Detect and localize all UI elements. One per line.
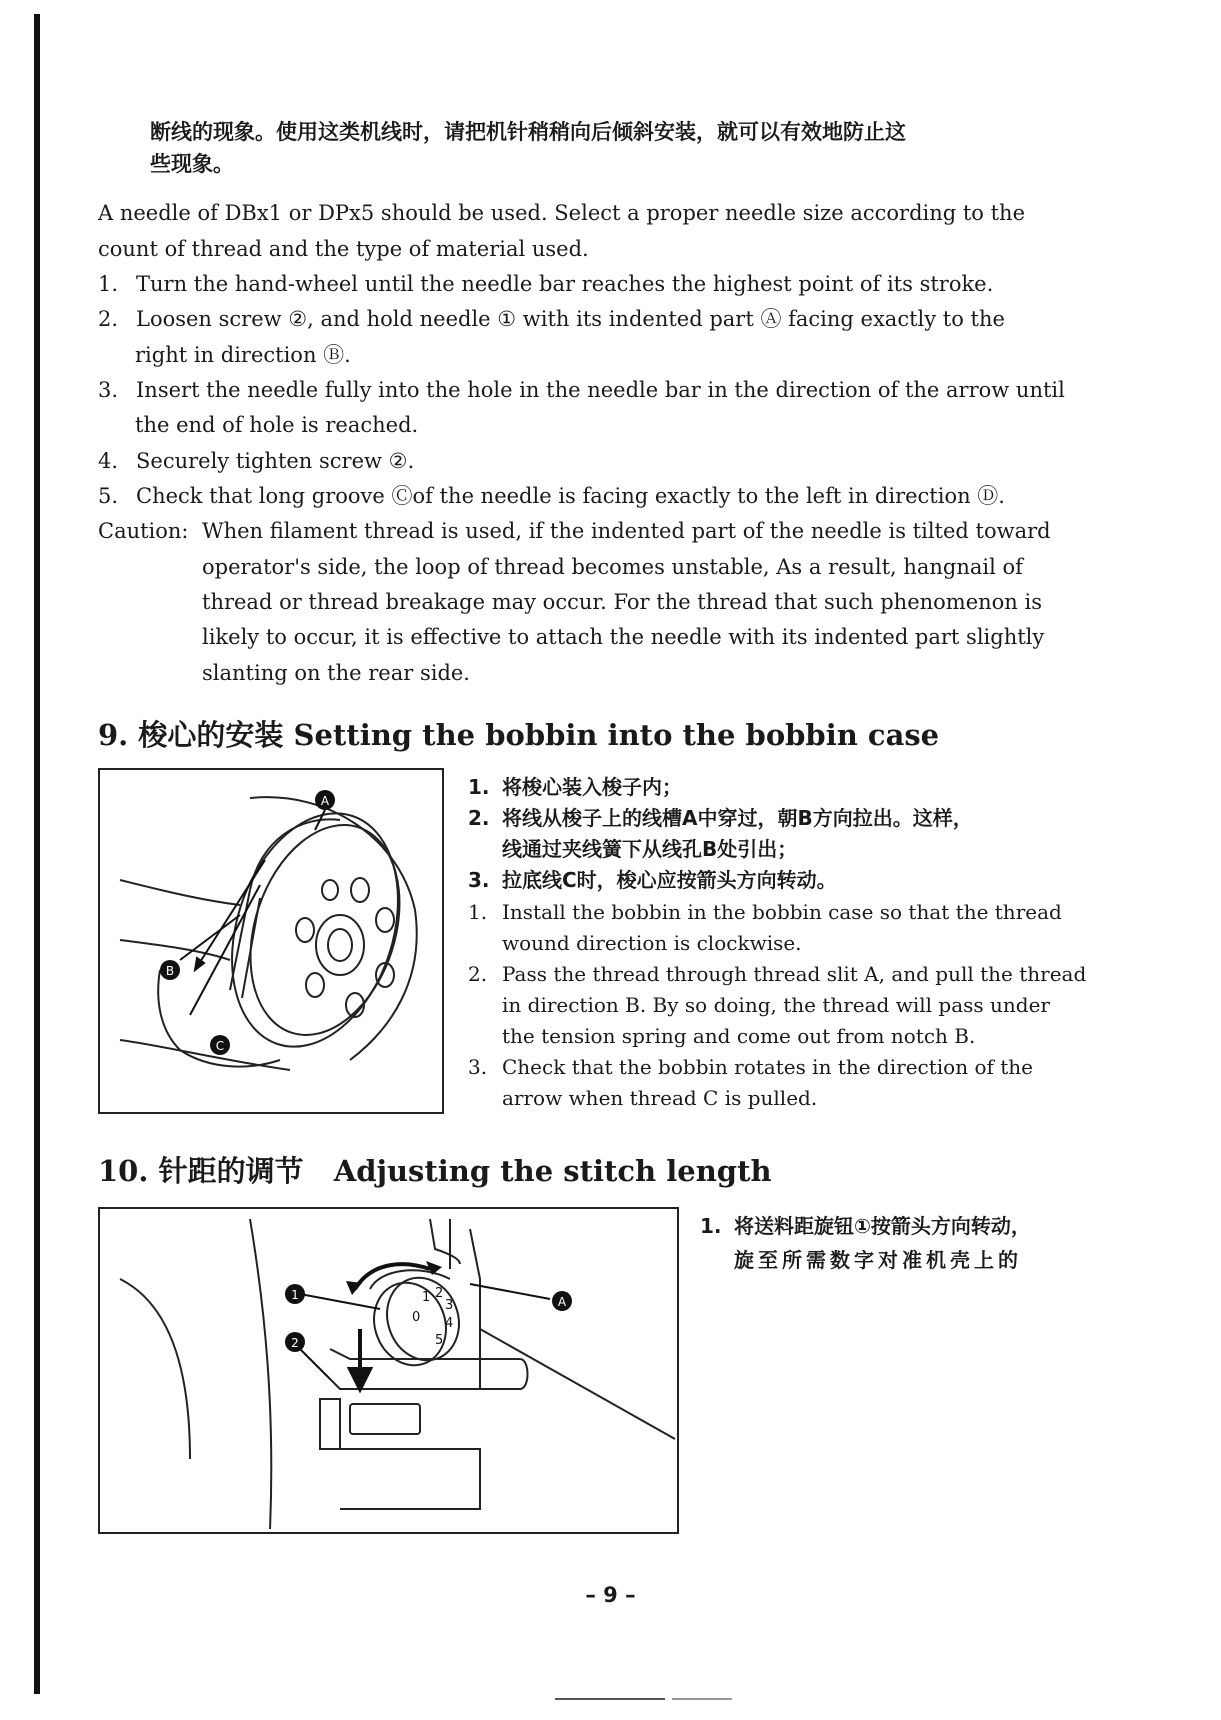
- section-10-heading: 10. 针距的调节 Adjusting the stitch length: [98, 1154, 772, 1188]
- en-step: 1. Install the bobbin in the bobbin case so that the thread: [468, 900, 1062, 924]
- caution-note: Caution: When filament thread is used, if the indented part of the needle is tilted toward: [98, 519, 1051, 543]
- bobbin-case-figure: [98, 768, 444, 1114]
- intro-line: count of thread and the type of material used.: [98, 237, 589, 261]
- label-1: 1: [291, 1288, 299, 1302]
- en-step: 3. Check that the bobbin rotates in the direction of the: [468, 1055, 1033, 1079]
- dial-number: 5: [435, 1333, 444, 1348]
- cjk-paragraph-line: 断线的现象。使用这类机线时，请把机针稍稍向后倾斜安装，就可以有效地防止这: [150, 120, 906, 144]
- intro-line: A needle of DBx1 or DPx5 should be used. Select a proper needle size according to the: [98, 201, 1026, 225]
- caution-line: likely to occur, it is effective to attach the needle with its indented part slightly: [202, 625, 1045, 649]
- cjk-step: 3. 拉底线C时，梭心应按箭头方向转动。: [468, 868, 837, 892]
- step-1: 1. Turn the hand-wheel until the needle bar reaches the highest point of its stroke.: [98, 272, 994, 296]
- step-2: 2. Loosen screw ②, and hold needle ① with its indented part Ⓐ facing exactly to the: [98, 307, 1005, 331]
- caution-label: Caution:: [98, 519, 189, 543]
- en-step-cont: wound direction is clockwise.: [502, 931, 802, 955]
- binding-edge: [34, 14, 40, 1694]
- dial-number: 4: [445, 1316, 454, 1331]
- cjk-step: 1. 将送料距旋钮①按箭头方向转动，: [700, 1214, 1031, 1238]
- dial-number: 0: [412, 1310, 421, 1325]
- page-number: – 9 –: [585, 1583, 636, 1607]
- label-b: B: [165, 964, 175, 978]
- cjk-step-cont: 线通过夹线簧下从线孔B处引出；: [502, 837, 798, 861]
- caution-line: thread or thread breakage may occur. For the thread that such phenomenon is: [202, 590, 1042, 614]
- stitch-dial-figure: [98, 1207, 679, 1534]
- caution-line: operator's side, the loop of thread becomes unstable, As a result, hangnail of: [202, 555, 1023, 579]
- en-step-cont: the tension spring and come out from notch B.: [502, 1024, 976, 1048]
- label-c: C: [215, 1039, 225, 1053]
- label-a: A: [320, 794, 330, 808]
- en-step-cont: arrow when thread C is pulled.: [502, 1086, 818, 1110]
- footer-rule: [555, 1698, 665, 1700]
- label-a: A: [557, 1295, 567, 1309]
- step-2-cont: right in direction Ⓑ.: [135, 343, 351, 367]
- footer-rule: [672, 1698, 732, 1700]
- cjk-step-cont: 旋至所需数字对准机壳上的: [734, 1248, 1022, 1272]
- step-5: 5. Check that long groove Ⓒof the needle is facing exactly to the left in direction Ⓓ.: [98, 484, 1005, 508]
- dial-number: 2: [435, 1286, 444, 1301]
- cjk-paragraph-line: 些现象。: [150, 152, 234, 176]
- step-4: 4. Securely tighten screw ②.: [98, 449, 415, 473]
- cjk-step: 2. 将线从梭子上的线槽A中穿过，朝B方向拉出。这样，: [468, 806, 973, 830]
- label-2: 2: [291, 1336, 299, 1350]
- en-step: 2. Pass the thread through thread slit A, and pull the thread: [468, 962, 1087, 986]
- caution-line: slanting on the rear side.: [202, 661, 470, 685]
- en-step-cont: in direction B. By so doing, the thread will pass under: [502, 993, 1050, 1017]
- step-3: 3. Insert the needle fully into the hole in the needle bar in the direction of the arrow until: [98, 378, 1065, 402]
- section-9-heading: 9. 梭心的安装 Setting the bobbin into the bobbin case: [98, 718, 940, 752]
- cjk-step: 1. 将梭心装入梭子内；: [468, 775, 682, 799]
- dial-number: 3: [445, 1298, 454, 1313]
- step-3-cont: the end of hole is reached.: [135, 413, 419, 437]
- dial-number: 1: [422, 1290, 431, 1305]
